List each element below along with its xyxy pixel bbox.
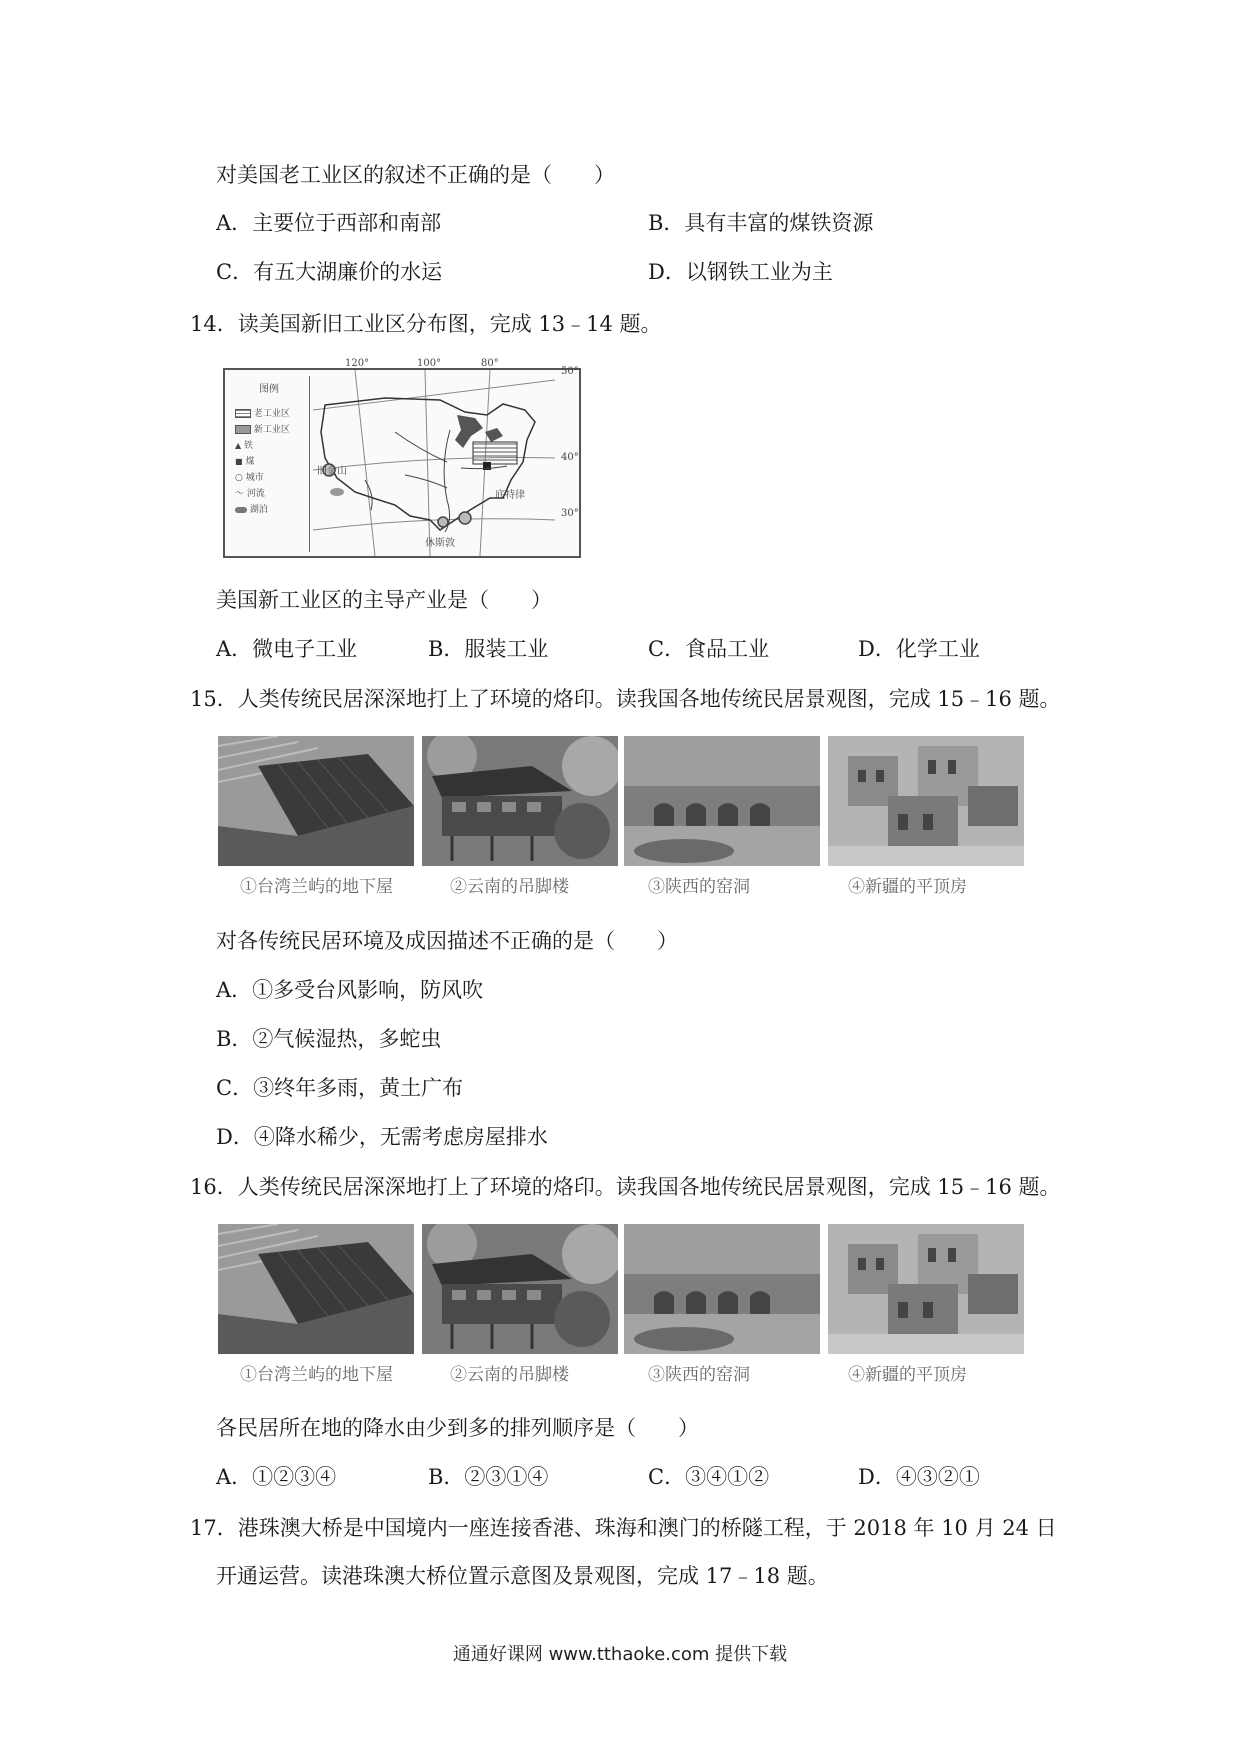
city-san-francisco: 旧金山 <box>317 466 347 477</box>
q16-option-a: A．①②③④ <box>216 1465 337 1489</box>
city-detroit: 底特律 <box>495 490 525 501</box>
caption-underground-house: ①台湾兰屿的地下屋 <box>240 877 393 897</box>
q16-intro: 16．人类传统民居深深地打上了环境的烙印。读我国各地传统民居景观图，完成 15﹣16 题。 <box>190 1175 1061 1199</box>
q15-option-b: B．②气候湿热，多蛇虫 <box>216 1027 442 1051</box>
photo-flat-roof-house <box>828 736 1024 866</box>
q15-stem: 对各传统民居环境及成因描述不正确的是（ ） <box>216 929 678 953</box>
legend-old-industry: 老工业区 <box>235 406 290 419</box>
caption-flat-roof-house: ④新疆的平顶房 <box>848 877 967 897</box>
lat-label-30: 30° <box>561 508 579 519</box>
q14-stem: 美国新工业区的主导产业是（ ） <box>216 588 552 612</box>
q16-option-b: B．②③①④ <box>428 1465 549 1489</box>
caption-stilt-house: ②云南的吊脚楼 <box>450 877 569 897</box>
q14-option-c: C．食品工业 <box>648 637 770 661</box>
legend-city: ○ 城市 <box>235 473 264 483</box>
q17-line2: 开通运营。读港珠澳大桥位置示意图及景观图，完成 17﹣18 题。 <box>216 1564 829 1588</box>
q13-option-b: B．具有丰富的煤铁资源 <box>648 211 874 235</box>
q13-option-c: C．有五大湖廉价的水运 <box>216 260 443 284</box>
photo-cave-dwelling <box>624 1224 820 1354</box>
map-drawing <box>225 370 579 556</box>
q14-option-d: D．化学工业 <box>858 637 980 661</box>
photo-stilt-house <box>422 736 618 866</box>
q13-option-a: A．主要位于西部和南部 <box>216 211 442 235</box>
legend-iron: ▲ 铁 <box>235 441 254 451</box>
lon-label-120: 120° <box>345 358 370 369</box>
lon-label-80: 80° <box>481 358 499 369</box>
legend-lake: 湖泊 <box>235 502 268 515</box>
page-footer: 通通好课网 www.tthaoke.com 提供下载 <box>452 1644 788 1665</box>
dwelling-photos-q16 <box>218 1224 1028 1386</box>
photo-flat-roof-house <box>828 1224 1024 1354</box>
legend-river: 〜 河流 <box>235 489 265 499</box>
q17-line1: 17．港珠澳大桥是中国境内一座连接香港、珠海和澳门的桥隧工程，于 2018 年 10 月 24 日 <box>190 1516 1057 1540</box>
q15-intro: 15．人类传统民居深深地打上了环境的烙印。读我国各地传统民居景观图，完成 15﹣16 题。 <box>190 687 1061 711</box>
q13-stem: 对美国老工业区的叙述不正确的是（ ） <box>216 163 615 187</box>
photo-underground-house <box>218 736 414 866</box>
caption-flat-roof-house: ④新疆的平顶房 <box>848 1365 967 1385</box>
legend-coal: ■ 煤 <box>235 457 255 467</box>
photo-underground-house <box>218 1224 414 1354</box>
caption-cave-dwelling: ③陕西的窑洞 <box>648 1365 750 1385</box>
us-industry-map <box>223 358 581 558</box>
q14-option-a: A．微电子工业 <box>216 637 358 661</box>
q14-intro: 14．读美国新旧工业区分布图，完成 13﹣14 题。 <box>190 312 662 336</box>
q15-option-a: A．①多受台风影响，防风吹 <box>216 978 484 1002</box>
photo-cave-dwelling <box>624 736 820 866</box>
lon-label-100: 100° <box>417 358 442 369</box>
caption-stilt-house: ②云南的吊脚楼 <box>450 1365 569 1385</box>
city-houston: 休斯敦 <box>425 538 455 549</box>
q13-option-d: D．以钢铁工业为主 <box>648 260 833 284</box>
q15-option-c: C．③终年多雨，黄土广布 <box>216 1076 464 1100</box>
q15-option-d: D．④降水稀少，无需考虑房屋排水 <box>216 1125 548 1149</box>
q16-option-d: D．④③②① <box>858 1465 980 1489</box>
q14-option-b: B．服装工业 <box>428 637 549 661</box>
caption-underground-house: ①台湾兰屿的地下屋 <box>240 1365 393 1385</box>
q16-option-c: C．③④①② <box>648 1465 770 1489</box>
lat-label-50: 50° <box>561 366 579 377</box>
caption-cave-dwelling: ③陕西的窑洞 <box>648 877 750 897</box>
dwelling-photos-q15 <box>218 736 1028 898</box>
lat-label-40: 40° <box>561 452 579 463</box>
legend-title: 图例 <box>259 384 279 395</box>
q16-stem: 各民居所在地的降水由少到多的排列顺序是（ ） <box>216 1416 699 1440</box>
legend-new-industry: 新工业区 <box>235 422 290 435</box>
photo-stilt-house <box>422 1224 618 1354</box>
